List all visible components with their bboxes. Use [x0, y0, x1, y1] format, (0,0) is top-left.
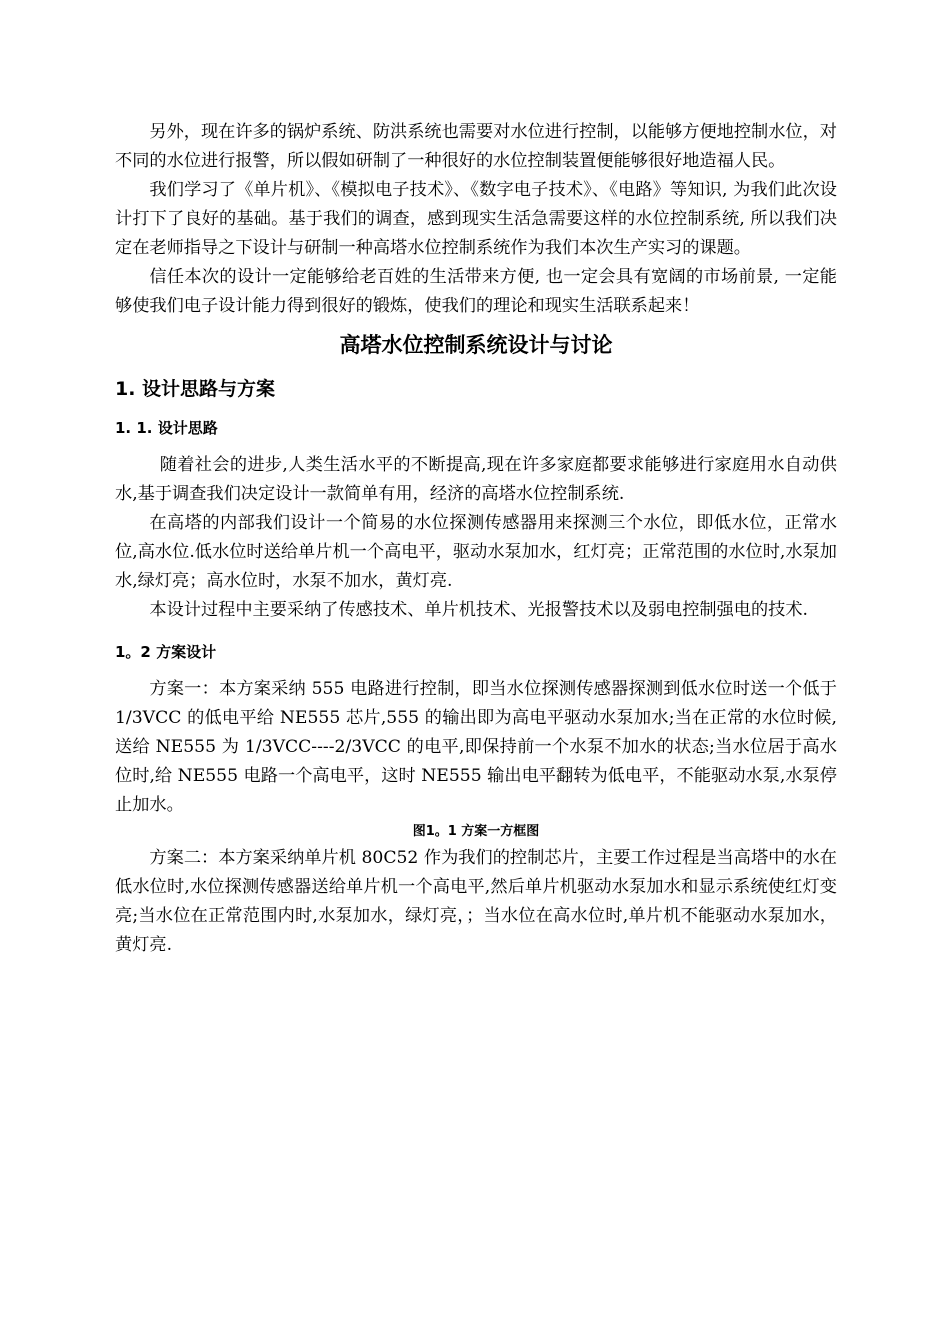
section-1-1-paragraph-3: 本设计过程中主要采纳了传感技术、单片机技术、光报警技术以及弱电控制强电的技术. [149, 600, 808, 620]
section-1-2-heading: 1。2 方案设计 [115, 643, 217, 661]
section-1-heading: 1. 设计思路与方案 [115, 378, 276, 400]
intro-paragraph-1: 另外，现在许多的锅炉系统、防洪系统也需要对水位进行控制，以能够方便地控制水位，对不同的水位进行报警，所以假如研制了一种很好的水位控制装置便能够很好地造福人民。 [115, 122, 837, 171]
section-1-2-paragraph-1: 方案一：本方案采纳 555 电路进行控制，即当水位探测传感器探测到低水位时送一个低于 1/3VCC 的低电平给 NE555 芯片,555 的输出即为高电平驱动水泵加水;当在正常的水位时候,送给 NE555 为 1/3VCC----2/3VCC 的电平,即保持前一个水泵不加水的状态;当水位居于高水位时,给 NE555 电路一个高电平，这时 NE555 输出电平翻转为低电平，不能驱动水泵,水泵停止加水。 [115, 679, 837, 815]
figure-caption: 图1。1 方案一方框图 [412, 824, 540, 839]
section-1-1-heading: 1. 1. 设计思路 [115, 419, 218, 437]
section-1-1-paragraph-2: 在高塔的内部我们设计一个简易的水位探测传感器用来探测三个水位，即低水位，正常水位,高水位.低水位时送给单片机一个高电平，驱动水泵加水，红灯亮；正常范围的水位时,水泵加水,绿灯亮；高水位时，水泵不加水，黄灯亮. [115, 513, 837, 591]
document-title: 高塔水位控制系统设计与讨论 [339, 333, 613, 357]
intro-paragraph-2: 我们学习了《单片机》、《模拟电子技术》、《数字电子技术》、《电路》等知识, 为我们此次设计打下了良好的基础。基于我们的调查，感到现实生活急需要这样的水位控制系统, 所以我们决定在老师指导之下设计与研制一种高塔水位控制系统作为我们本次生产实习的课题。 [115, 180, 837, 258]
document-body [115, 118, 837, 960]
intro-paragraph-3: 信任本次的设计一定能够给老百姓的生活带来方便, 也一定会具有宽阔的市场前景, 一定能够使我们电子设计能力得到很好的锻炼，使我们的理论和现实生活联系起来！ [115, 267, 837, 316]
section-1-2-paragraph-2: 方案二：本方案采纳单片机 80C52 作为我们的控制芯片，主要工作过程是当高塔中的水在低水位时,水位探测传感器送给单片机一个高电平,然后单片机驱动水泵加水和显示系统使红灯变亮;当水位在正常范围内时,水泵加水，绿灯亮，；当水位在高水位时,单片机不能驱动水泵加水，黄灯亮. [115, 848, 837, 955]
section-1-1-paragraph-1: 随着社会的进步,人类生活水平的不断提高,现在许多家庭都要求能够进行家庭用水自动供水,基于调查我们决定设计一款简单有用，经济的高塔水位控制系统. [115, 455, 837, 504]
